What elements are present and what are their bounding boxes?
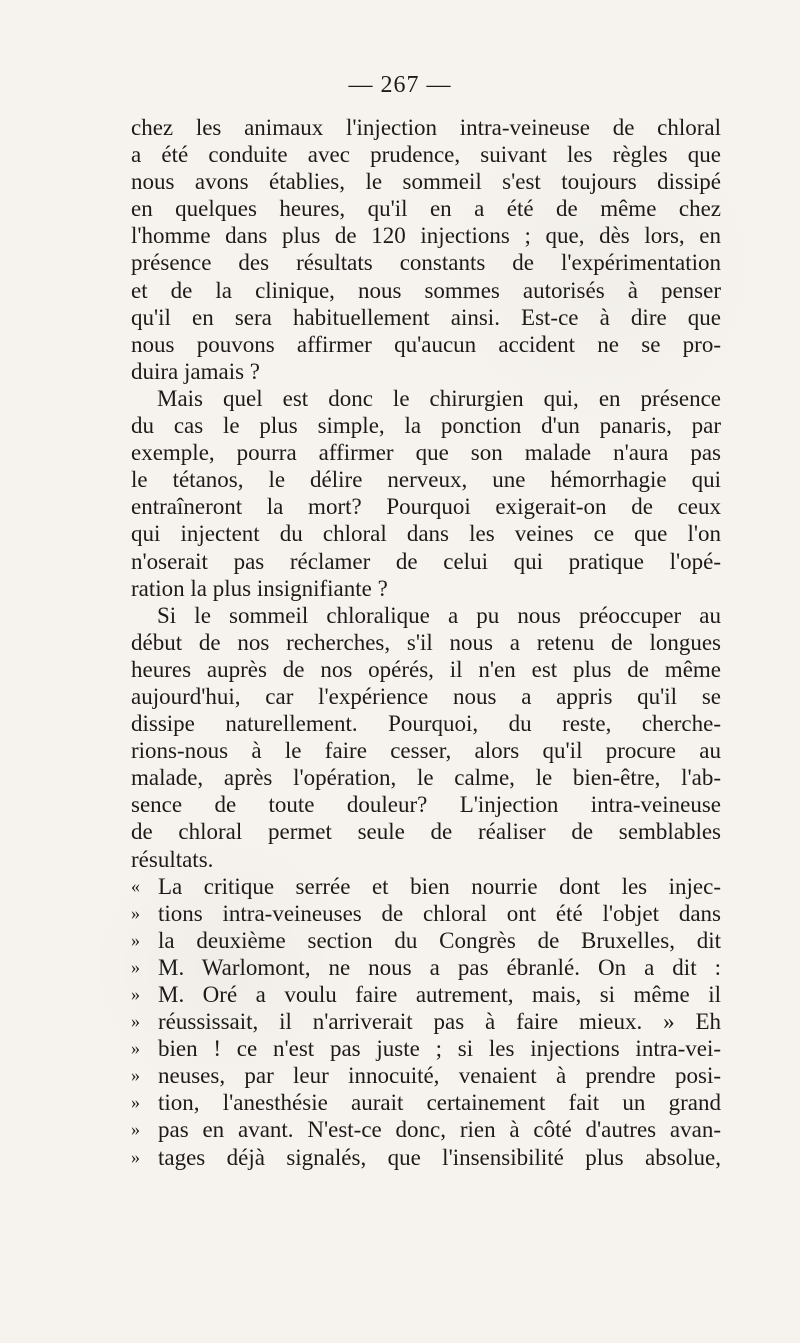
quoted-line [131, 900, 721, 927]
continuation-quote-mark: » [131, 1146, 140, 1167]
page-text [131, 114, 721, 1171]
text-line: qu'il en sera habituellement ainsi. Est-ce à dire que [131, 304, 721, 330]
continuation-quote-mark: » [131, 1065, 140, 1086]
text-line: début de nos recherches, s'il nous a retenu de longues [131, 629, 721, 655]
text-line: nous avons établies, le sommeil s'est toujours dissipé [131, 169, 721, 195]
quoted-text: tion, l'anesthésie aurait certainement fait un grand [158, 1090, 721, 1116]
text-line: a été conduite avec prudence, suivant les règles que [131, 142, 721, 168]
text-line: et de la clinique, nous sommes autorisés à penser [131, 277, 721, 303]
continuation-quote-mark: » [131, 984, 140, 1004]
quoted-line [131, 1035, 721, 1062]
text-line: Mais quel est donc le chirurgien qui, en présence [157, 385, 721, 411]
text-line: n'oserait pas réclamer de celui qui pratique l'opé- [131, 548, 721, 574]
quoted-line [131, 981, 721, 1008]
continuation-quote-mark: » [131, 956, 140, 977]
quoted-text: neuses, par leur innocuité, venaient à prendre posi- [158, 1063, 721, 1089]
quoted-text: tages déjà signalés, que l'insensibilité plus absolue, [158, 1144, 721, 1170]
quoted-line [131, 927, 721, 954]
text-line: entraîneront la mort? Pourquoi exigerait-on de ceux [131, 494, 721, 520]
text-line: l'homme dans plus de 120 injections ; que, dès lors, en [131, 223, 721, 249]
text-line: de chloral permet seule de réaliser de semblables [131, 819, 721, 845]
text-line: exemple, pourra affirmer que son malade n'aura pas [131, 440, 721, 466]
text-line: du cas le plus simple, la ponction d'un panaris, par [131, 413, 721, 439]
text-line: le tétanos, le délire nerveux, une hémorrhagie qui [131, 467, 721, 493]
quoted-text: bien ! ce n'est pas juste ; si les injections intra-vei- [158, 1036, 721, 1062]
text-line: heures auprès de nos opérés, il n'en est plus de même [131, 656, 721, 682]
quoted-line [131, 954, 721, 981]
opening-quote-mark: « [131, 875, 140, 896]
quoted-text: La critique serrée et bien nourrie dont les injec- [158, 873, 721, 899]
quoted-text: pas en avant. N'est-ce donc, rien à côté d'autres avan- [158, 1117, 721, 1143]
text-line: aujourd'hui, car l'expérience nous a appris qu'il se [131, 683, 721, 709]
page-number: — 267 — [348, 72, 452, 98]
continuation-quote-mark: » [131, 1038, 140, 1059]
quoted-text: M. Oré a voulu faire autrement, mais, si même il [158, 982, 721, 1007]
quoted-line [131, 1089, 721, 1116]
text-line: rions-nous à le faire cesser, alors qu'il procure au [131, 738, 721, 764]
continuation-quote-mark: » [131, 929, 140, 950]
text-line: malade, après l'opération, le calme, le bien-être, l'ab- [131, 765, 721, 791]
text-line: présence des résultats constants de l'expérimentation [131, 250, 721, 276]
text-line: Si le sommeil chloralique a pu nous préoccuper au [157, 602, 721, 628]
text-line: chez les animaux l'injection intra-veineuse de chloral [131, 115, 721, 140]
quoted-text: réussissait, il n'arriverait pas à faire mieux. » Eh [158, 1009, 721, 1035]
continuation-quote-mark: » [131, 1092, 140, 1113]
text-line: résultats. [131, 846, 214, 872]
text-line: nous pouvons affirmer qu'aucun accident ne se pro- [131, 331, 721, 357]
quoted-line [131, 1144, 721, 1171]
text-line: qui injectent du chloral dans les veines ce que l'on [131, 521, 721, 547]
quoted-text: tions intra-veineuses de chloral ont été l'objet dans [158, 900, 721, 926]
continuation-quote-mark: » [131, 1011, 140, 1032]
text-line: ration la plus insignifiante ? [131, 575, 388, 601]
text-line: duira jamais ? [131, 358, 261, 384]
quoted-line [131, 1062, 721, 1089]
text-line: sence de toute douleur? L'injection intra-veineuse [131, 792, 721, 818]
continuation-quote-mark: » [131, 1119, 140, 1140]
quoted-text: la deuxième section du Congrès de Bruxelles, dit [158, 927, 721, 953]
text-line: dissipe naturellement. Pourquoi, du reste, cherche- [131, 711, 721, 737]
quoted-line [131, 1008, 721, 1035]
quoted-text: M. Warlomont, ne nous a pas ébranlé. On a dit : [158, 954, 721, 980]
continuation-quote-mark: » [131, 902, 140, 923]
quoted-line [131, 1116, 721, 1143]
quoted-line [131, 873, 721, 900]
text-line: en quelques heures, qu'il en a été de même chez [131, 196, 721, 222]
